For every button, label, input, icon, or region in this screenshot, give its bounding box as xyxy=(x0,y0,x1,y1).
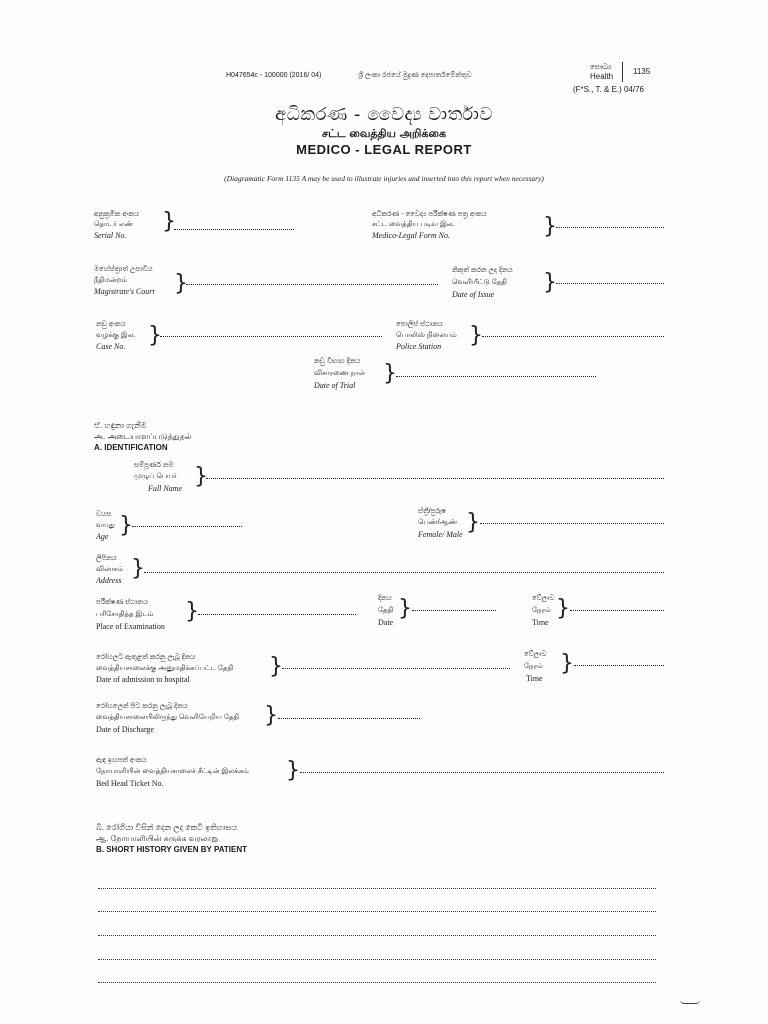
section-b-en: B. SHORT HISTORY GIVEN BY PATIENT xyxy=(96,845,247,854)
discharge-brace: } xyxy=(264,703,278,728)
date-si: දිනය xyxy=(378,595,392,602)
time2-brace: } xyxy=(560,651,574,676)
police-field[interactable] xyxy=(482,336,664,337)
discharge-field[interactable] xyxy=(278,718,420,719)
place-ta: பரிசோதித்த இடம் xyxy=(96,611,154,618)
time2-ta: நேரம் xyxy=(524,663,543,670)
section-a-ta: அ. அடையாளப்படுத்துதல் xyxy=(94,432,192,441)
trial-ta: விசாரணை நாள் xyxy=(314,370,366,377)
address-en: Address xyxy=(96,576,122,585)
trial-brace: } xyxy=(383,361,397,386)
date-brace: } xyxy=(398,596,412,621)
title-sinhala: අධිකරණ - වෛද්‍ය වාර්තාව xyxy=(275,104,493,125)
issue-en: Date of Issue xyxy=(452,290,495,299)
place-si: පරීක්ෂණ ස්ථානය xyxy=(96,599,148,606)
date-en: Date xyxy=(378,618,394,627)
title-english: MEDICO - LEGAL REPORT xyxy=(296,142,472,157)
history-line-5[interactable] xyxy=(98,982,656,983)
case-en: Case No. xyxy=(96,342,126,351)
address-si: ලිපිනය xyxy=(96,555,117,562)
police-si: පොලිස් ස්ථානය xyxy=(396,321,443,328)
discharge-si: රෝහලෙන් පිට කරනු ලැබූ දිනය xyxy=(96,703,188,710)
time2-en: Time xyxy=(526,674,543,683)
age-field[interactable] xyxy=(132,526,242,527)
title-tamil: சட்ட வைத்திய அறிக்கை xyxy=(322,127,446,140)
serial-brace: } xyxy=(162,209,176,234)
police-ta: பொலிஸ் நிலையம் xyxy=(396,332,457,339)
address-brace: } xyxy=(131,556,145,581)
serial-en: Serial No. xyxy=(94,231,127,240)
fullname-en: Full Name xyxy=(148,484,182,493)
issue-ta: வெளியீட்டு தேதி xyxy=(452,279,507,286)
admission-en: Date of admission to hospital xyxy=(96,675,190,684)
age-ta: வயது xyxy=(96,522,115,529)
court-brace: } xyxy=(174,271,188,296)
age-si: වයස xyxy=(96,511,112,518)
admission-field[interactable] xyxy=(282,668,510,669)
admission-brace: } xyxy=(269,654,283,679)
case-brace: } xyxy=(148,323,162,348)
court-ta: நீதிமன்றம் xyxy=(94,277,128,284)
history-line-1[interactable] xyxy=(98,888,656,889)
time2-si: වේලාව xyxy=(524,651,547,658)
case-ta: வழக்கு இல. xyxy=(96,332,136,339)
case-si: නඩු අංකය xyxy=(96,321,126,328)
bht-brace: } xyxy=(286,758,300,783)
mlf-en: Medico-Legal Form No. xyxy=(372,231,450,240)
age-brace: } xyxy=(119,513,133,538)
section-a-en: A. IDENTIFICATION xyxy=(94,443,168,452)
health-en: Health xyxy=(590,72,614,81)
time-field[interactable] xyxy=(570,610,664,611)
trial-en: Date of Trial xyxy=(314,381,356,390)
police-brace: } xyxy=(469,323,483,348)
place-en: Place of Examination xyxy=(96,622,165,631)
discharge-en: Date of Discharge xyxy=(96,725,155,734)
serial-field[interactable] xyxy=(174,229,294,230)
bht-en: Bed Head Ticket No. xyxy=(96,779,164,788)
title-note: (Diagramatic Form 1135 A may be used to illustrate injuries and inserted into this report when necessary) xyxy=(224,174,544,183)
police-en: Police Station xyxy=(396,342,442,351)
serial-ta: தொடர் எண் xyxy=(94,221,134,228)
form-ref: (F*S., T. & E.) 04/76 xyxy=(573,85,644,94)
section-b-ta: ஆ. நோயாளியின் சுருக்க வரலாறு xyxy=(96,834,219,843)
section-a-si: ඒ. හඳුනා ගැනීම xyxy=(94,421,147,430)
sex-brace: } xyxy=(466,510,480,535)
court-en: Magistrate's Court xyxy=(94,287,155,296)
date-ta: தேதி xyxy=(378,607,394,614)
history-line-2[interactable] xyxy=(98,911,656,912)
print-code: H047654c - 100000 (2016/ 04) xyxy=(226,72,322,79)
time-ta: நேரம் xyxy=(532,607,551,614)
health-si: සෞඛ්‍ය xyxy=(590,64,612,71)
section-b-si: බී. රෝගියා විසින් දෙන ලද කෙටි ඉතිහාසය xyxy=(96,823,238,832)
sex-si: ස්ත්‍රී/පුරුෂ xyxy=(418,508,446,515)
time-brace: } xyxy=(556,596,570,621)
issue-si: නිකුත් කරන ලද දිනය xyxy=(452,267,513,274)
time2-field[interactable] xyxy=(574,665,664,666)
header-divider xyxy=(622,62,623,82)
place-field[interactable] xyxy=(198,614,356,615)
mlf-brace: } xyxy=(543,214,557,239)
case-field[interactable] xyxy=(160,336,382,337)
bht-ta: நோயாளியின் வைத்தியசாலைச் சீட்டின் இலக்கம் xyxy=(96,768,249,775)
discharge-ta: வைத்தியசாலையிலிருந்து வெளியேறிய தேதி xyxy=(96,714,239,721)
printer-name: ශ්‍රී ලංකා රජයේ මුද්‍රණ දෙපාර්තමේන්තුව xyxy=(358,72,472,79)
history-line-3[interactable] xyxy=(98,935,656,936)
issue-brace: } xyxy=(543,270,557,295)
sex-en: Female/ Male xyxy=(418,530,463,539)
admission-si: රෝහලට ඇතුළත් කරනු ලැබූ දිනය xyxy=(96,654,196,661)
trial-si: නඩු විභාග දිනය xyxy=(314,358,361,365)
fullname-brace: } xyxy=(194,464,208,489)
mlf-ta: சட்ட வைத்திய படிவ இல. xyxy=(372,221,455,228)
place-brace: } xyxy=(185,599,199,624)
fullname-ta: முழுப் பெயர் xyxy=(134,473,177,480)
court-field[interactable] xyxy=(186,284,438,285)
bht-field[interactable] xyxy=(300,772,664,773)
age-en: Age xyxy=(96,532,109,541)
court-si: මහේස්ත්‍රාත් උසාවිය xyxy=(94,266,153,273)
trial-field[interactable] xyxy=(396,376,596,377)
fullname-field[interactable] xyxy=(206,478,664,479)
issue-field[interactable] xyxy=(556,283,664,284)
edge-mark xyxy=(680,1000,700,1004)
sex-field[interactable] xyxy=(480,523,664,524)
history-line-4[interactable] xyxy=(98,959,656,960)
admission-ta: வைத்தியசாலைக்கு அனுமதிக்கப்பட்ட தேதி xyxy=(96,665,234,672)
bht-si: ඇඳ ඉහපත් අංකය xyxy=(96,757,147,764)
fullname-si: සම්පූර්ණ නම xyxy=(134,462,174,469)
mlf-si: අධිකරණ - වෛද්‍ය පරීක්ෂණ පත්‍ර අංකය xyxy=(372,211,487,218)
address-ta: விலாசம் xyxy=(96,566,123,573)
serial-si: අනුක්‍රමික අංකය xyxy=(94,211,140,218)
address-field[interactable] xyxy=(144,572,664,573)
time-en: Time xyxy=(532,618,549,627)
mlf-field[interactable] xyxy=(556,227,664,228)
date-field[interactable] xyxy=(412,610,496,611)
time-si: වේලාව xyxy=(532,595,555,602)
sex-ta: பெண்/ஆண் xyxy=(418,519,458,526)
form-number: 1135 xyxy=(633,67,651,76)
